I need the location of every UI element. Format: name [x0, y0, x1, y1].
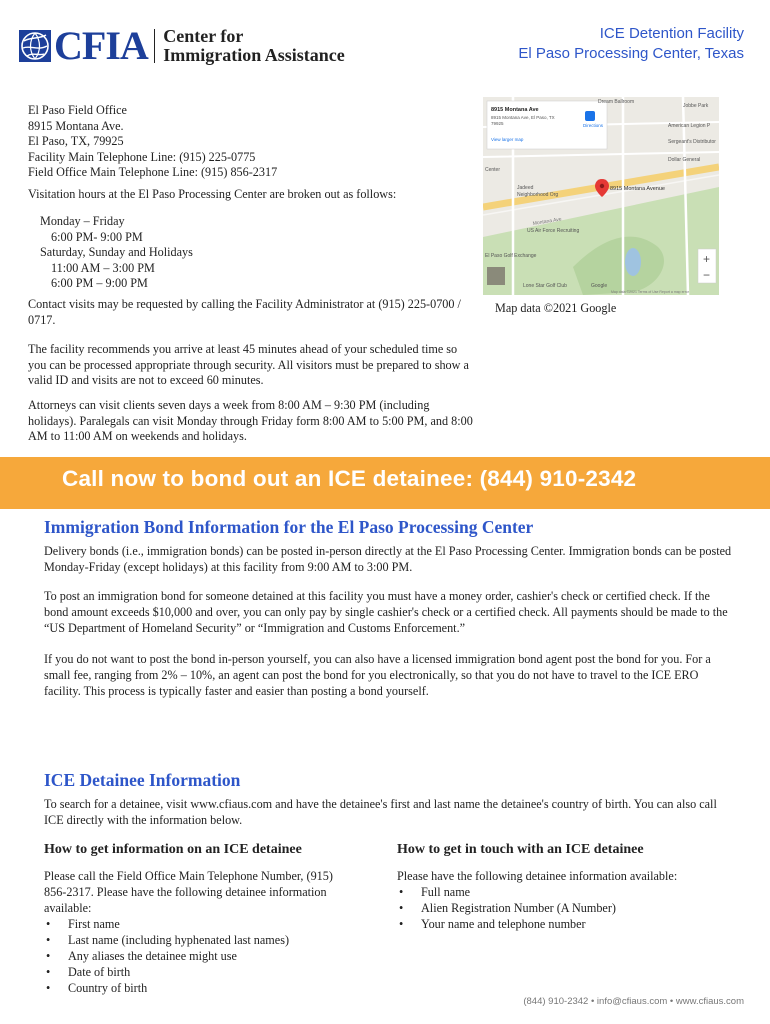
- weekend-label: Saturday, Sunday and Holidays: [40, 245, 193, 259]
- weekend-hours-2: 6:00 PM – 9:00 PM: [51, 276, 148, 290]
- info-column-heading: How to get information on an ICE detainee: [44, 842, 302, 857]
- info-column: [44, 868, 344, 996]
- map-card-address-2: 79925: [491, 121, 504, 126]
- map-label: Center: [485, 167, 501, 173]
- address-line: Facility Main Telephone Line: (915) 225-0775: [28, 149, 256, 164]
- map-label: Sergeant's Distributor: [668, 139, 716, 145]
- contact-required-list: [397, 884, 717, 932]
- detainee-intro: To search for a detainee, visit www.cfiaus.com and have the detainee's first and last name the detainee's country of birth. You can also call ICE directly with the information below.: [44, 797, 717, 827]
- facility-title: ICE Detention Facility: [599, 25, 744, 42]
- list-item: • Alien Registration Number (A Number): [397, 900, 717, 916]
- map-label: El Paso Golf Exchange: [485, 253, 537, 259]
- facility-subtitle: El Paso Processing Center, Texas: [518, 45, 744, 62]
- attorney-hours: Attorneys can visit clients seven days a week from 8:00 AM – 9:30 PM (including holidays). Paralegals can visit Monday through Friday form 8:00 AM to 5:00 PM, and 8:00 AM to 11:00 AM on weekends and holidays.: [28, 398, 473, 443]
- call-banner-text[interactable]: Call now to bond out an ICE detainee: (844) 910-2342: [62, 466, 637, 491]
- directions-icon[interactable]: [585, 111, 595, 121]
- contact-visits: Contact visits may be requested by calling the Facility Administrator at (915) 225-0700 / 0717.: [28, 297, 461, 327]
- list-item: • Last name (including hyphenated last names): [44, 932, 344, 948]
- weekend-hours-1: 11:00 AM – 3:00 PM: [51, 260, 155, 275]
- zoom-out-button[interactable]: −: [703, 268, 711, 282]
- bond-section-heading: Immigration Bond Information for the El Paso Processing Center: [44, 517, 534, 537]
- logo: [18, 23, 345, 68]
- zoom-in-button[interactable]: +: [703, 252, 711, 266]
- office-address: [28, 103, 277, 181]
- detainee-section-heading: ICE Detainee Information: [44, 770, 241, 790]
- list-item: • Full name: [397, 884, 717, 900]
- logo-tagline: [163, 27, 345, 65]
- map-embed[interactable]: [483, 97, 719, 295]
- map-caption: Map data ©2021 Google: [495, 301, 617, 315]
- contact-column-text: Please have the following detainee information available:: [397, 869, 678, 883]
- contact-column: [397, 868, 717, 932]
- weekday-label: Monday – Friday: [40, 214, 125, 228]
- info-required-list: [44, 916, 344, 996]
- pin-label: 8915 Montana Avenue: [610, 186, 665, 192]
- map-label: American Legion P: [668, 123, 711, 129]
- list-item: • Country of birth: [44, 980, 344, 996]
- list-item: • Your name and telephone number: [397, 916, 717, 932]
- view-larger-map-link[interactable]: View larger map: [491, 137, 524, 142]
- map-canvas[interactable]: [483, 97, 719, 295]
- map-label: Dream Ballroom: [598, 99, 635, 105]
- footer-contact: (844) 910-2342 • info@cfiaus.com • www.cfiaus.com: [523, 996, 744, 1007]
- list-item: • Any aliases the detainee might use: [44, 948, 344, 964]
- map-label: Jadeed: [517, 185, 534, 191]
- satellite-toggle-icon[interactable]: [487, 267, 505, 285]
- pond: [625, 248, 641, 276]
- logo-divider: [154, 29, 156, 63]
- bond-paragraph: Delivery bonds (i.e., immigration bonds) can be posted in-person directly at the El Paso Processing Center. Immigration bonds can be posted Monday-Friday (except holidays) at this facility from 9:00 AM to 3:00 PM.: [44, 544, 732, 574]
- globe-logo-icon: [18, 29, 52, 63]
- contact-column-heading: How to get in touch with an ICE detainee: [397, 842, 644, 857]
- list-item: • First name: [44, 916, 344, 932]
- map-label: Lone Star Golf Club: [523, 283, 567, 289]
- google-map-logo: Google: [591, 283, 608, 289]
- visitation-intro: Visitation hours at the El Paso Processing Center are broken out as follows:: [28, 187, 397, 201]
- map-label: Neighborhood Org: [517, 192, 559, 198]
- map-label: Jobbe Park: [683, 103, 709, 109]
- address-line: El Paso, TX, 79925: [28, 134, 124, 148]
- bond-paragraph: To post an immigration bond for someone detained at this facility you must have a money order, cashier's check or certified check. If the bond amount exceeds $10,000 and over, you can only pay by single cashier's check or a certified check. All payments should be made to the “US Department of Homeland Security” or “Immigration and Customs Enforcement.”: [44, 589, 728, 635]
- visitation-hours: [40, 214, 193, 292]
- logo-tagline-line2: Immigration Assistance: [163, 45, 345, 65]
- facility-header: [518, 24, 744, 64]
- map-street-label: Montana Ave: [532, 216, 563, 227]
- weekday-hours: 6:00 PM- 9:00 PM: [51, 229, 143, 244]
- address-line: 8915 Montana Ave.: [28, 118, 124, 133]
- map-label: Dollar General: [668, 157, 701, 163]
- map-card-title: 8915 Montana Ave: [491, 107, 539, 113]
- map-label: US Air Force Recruiting: [527, 228, 580, 234]
- arrival-recommendation: The facility recommends you arrive at least 45 minutes ahead of your scheduled time so you can be processed appropriate through security. All visitors must be prepared to show a valid ID and visits are not to exceed 60 minutes.: [28, 342, 469, 387]
- bond-paragraph: If you do not want to post the bond in-person yourself, you can also have a licensed immigration bond agent post the bond for you. For a small fee, ranging from 2% – 10%, an agent can post the bond for you electronically, so that you do not have to travel to the ICE ERO facility. This process is typically faster and easier than posting a bond yourself.: [44, 652, 711, 698]
- list-item: • Date of birth: [44, 964, 344, 980]
- map-fine-print[interactable]: Map data ©2021 Terms of Use Report a map error: [611, 290, 689, 294]
- address-line: El Paso Field Office: [28, 103, 127, 117]
- info-column-text: Please call the Field Office Main Telephone Number, (915) 856-2317. Please have the following detainee information available:: [44, 869, 333, 915]
- directions-link[interactable]: Directions: [583, 123, 604, 128]
- logo-tagline-line1: Center for: [163, 26, 244, 46]
- logo-wordmark: CFIA: [54, 23, 148, 68]
- map-card-address-1: 8915 Montana Ave, El Paso, TX: [491, 115, 555, 120]
- address-line: Field Office Main Telephone Line: (915) 856-2317: [28, 165, 278, 179]
